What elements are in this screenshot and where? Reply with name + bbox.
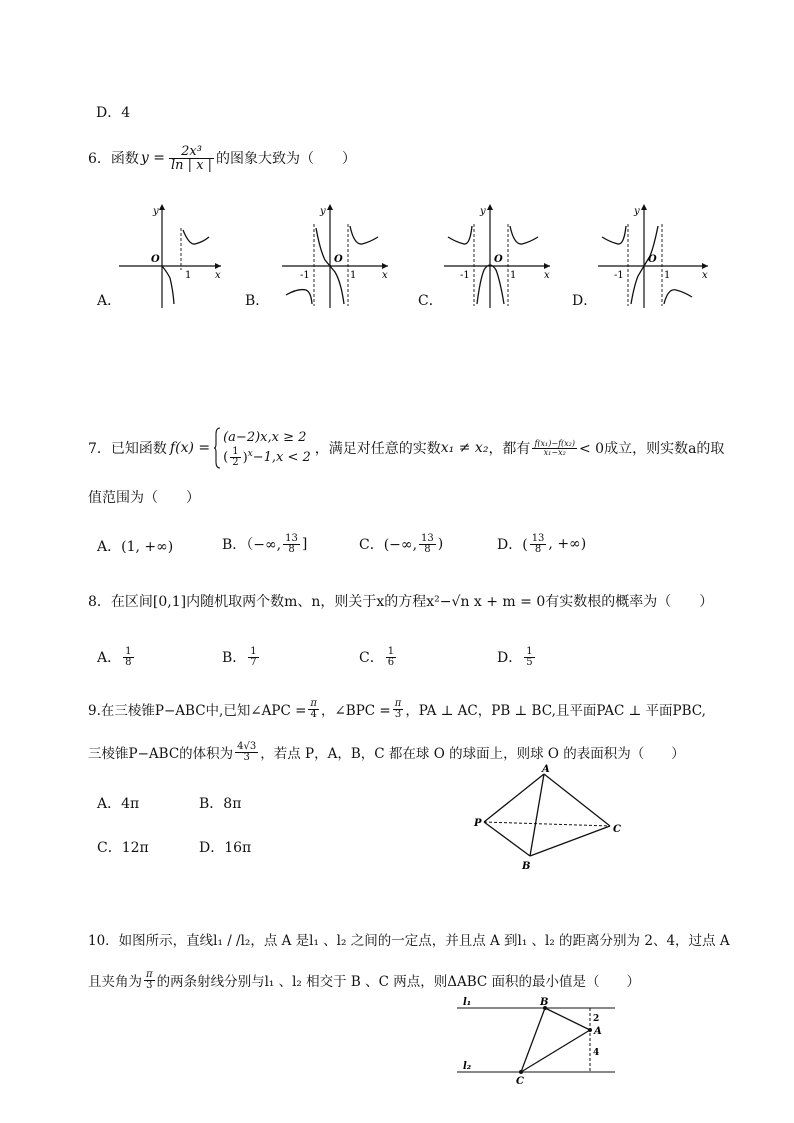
q9-line2-b: ，若点 P，A，B，C 都在球 O 的球面上，则球 O 的表面积为（ ）	[260, 746, 685, 762]
q8-b-label: B．	[222, 650, 247, 666]
q9-line2-a: 三棱锥P−ABC的体积为	[88, 746, 234, 762]
q9-vol-num: 4√3	[237, 740, 257, 752]
q7-piece2-rest: −1,x < 2	[252, 450, 311, 465]
q8-b-num: 1	[250, 645, 257, 657]
q7-prefix: 7．已知函数	[88, 441, 167, 457]
q7-c-prefix: C．(−∞,	[359, 537, 418, 553]
q6d-y-label: y	[634, 206, 640, 217]
q10-line2-b: 的两条射线分别与l₁ 、l₂ 相交于 B 、C 两点，则ΔABC 面积的最小值是（ ）	[156, 974, 641, 990]
q7-fx: f(x) =	[169, 440, 211, 456]
q7-d-frac	[530, 534, 547, 555]
q8-b-frac	[248, 647, 258, 668]
q6b-neg-one-label: -1	[300, 270, 310, 281]
q8-a-frac	[123, 647, 133, 668]
q10-pi-den: 3	[146, 979, 153, 991]
q6-suffix: 的图象大致为（ ）	[216, 151, 357, 167]
q7-c-suffix: )	[437, 536, 444, 552]
q9-line1	[88, 694, 706, 724]
q8-stem: 8．在区间[0,1]内随机取两个数m、n，则关于x的方程x²−√n x + m = 0有实数根的概率为（ ）	[88, 594, 714, 610]
q6-frac-num: 2x³	[169, 145, 214, 159]
q9-tetrahedron-figure	[470, 762, 635, 874]
q6-frac-den: ln | x |	[171, 157, 213, 173]
q6b-origin-label: O	[334, 254, 343, 265]
q7-pieces	[223, 428, 311, 469]
q7-suffix: < 0成立，则实数a的取	[578, 441, 725, 457]
q9-option-d: D．16π	[199, 840, 252, 856]
q8-d-frac	[524, 647, 534, 668]
q7-option-b	[222, 526, 307, 562]
q6d-neg-one-label: -1	[614, 270, 624, 281]
q6b-one-label: 1	[350, 270, 357, 281]
q7-base-den: 2	[232, 457, 239, 469]
q7-c-den: 8	[424, 543, 431, 555]
q8-option-a	[97, 643, 136, 671]
q9-option-a: A．4π	[97, 796, 140, 812]
q5-option-d: D．4	[96, 105, 131, 121]
q6-graph-d	[594, 200, 712, 310]
q8-c-den: 6	[387, 656, 395, 668]
q6c-origin-label: O	[494, 254, 503, 265]
q7-stem	[88, 418, 724, 478]
q8-option-b	[222, 643, 261, 671]
q7-piece1: (a−2)x,x ≥ 2	[223, 429, 307, 445]
q10-label-two: 2	[593, 1014, 600, 1024]
q10-label-l2: l₂	[463, 1061, 472, 1072]
q7-b-suffix: ]	[301, 536, 308, 552]
q10-line2	[88, 964, 640, 996]
q7-b-den: 8	[288, 543, 295, 555]
q7-option-a: A．(1, +∞)	[97, 539, 174, 555]
q6-option-d-label: D．	[572, 293, 598, 309]
q8-option-d	[497, 643, 537, 671]
q9-option-c: C．12π	[97, 840, 149, 856]
q6-graph-a	[115, 200, 225, 310]
q6a-origin-label: O	[151, 254, 160, 265]
q7-b-frac	[283, 534, 300, 555]
q10-label-c: C	[516, 1076, 524, 1087]
q6c-neg-one-label: -1	[460, 270, 470, 281]
q9-label-p: P	[474, 818, 482, 829]
q9-line1-a: 9.在三棱锥P−ABC中,已知∠APC =	[88, 703, 307, 719]
q8-option-c	[359, 643, 398, 671]
q6d-origin-label: O	[648, 254, 657, 265]
q7-d-prefix: D．(	[497, 537, 528, 553]
q6-option-b-label: B．	[245, 293, 270, 309]
q6b-x-label: x	[382, 270, 388, 281]
q8-d-den: 5	[526, 656, 533, 668]
q7-frac-num: f(x₁)−f(x₂)	[534, 438, 575, 448]
q10-label-l1: l₁	[463, 997, 472, 1008]
q6-graph-c	[440, 200, 555, 310]
q9-vol-den: 3	[243, 751, 250, 763]
q9-pi4-den: 4	[310, 708, 317, 720]
q7-diff-quotient	[532, 440, 577, 457]
q7-d-num: 13	[531, 532, 545, 544]
q6c-one-label: 1	[510, 270, 517, 281]
q8-a-label: A．	[97, 650, 122, 666]
q10-label-four: 4	[593, 1048, 600, 1058]
q7-c-frac	[419, 534, 436, 555]
q7-b-num: 13	[285, 532, 298, 544]
q7-c-num: 13	[421, 532, 434, 544]
q6d-x-label: x	[702, 270, 708, 281]
q6b-y-label: y	[320, 206, 326, 217]
q6-fraction	[169, 145, 214, 172]
q9-pi4	[308, 699, 319, 720]
q7-frac-den: x₁−x₂	[543, 447, 566, 457]
q6a-x-label: x	[215, 270, 221, 281]
q6-stem	[88, 140, 356, 176]
q8-d-label: D．	[497, 650, 523, 666]
q10-pi-num: π	[146, 968, 153, 980]
q9-label-a: A	[542, 764, 550, 775]
q8-c-num: 1	[387, 645, 395, 657]
q6-y-eq: y =	[140, 150, 166, 166]
q7-base-num: 1	[232, 446, 239, 458]
q7-brace	[213, 426, 221, 470]
q7-middle2: ，都有	[488, 441, 531, 457]
q9-pi4-num: π	[310, 697, 317, 709]
q6c-y-label: y	[480, 206, 486, 217]
q6-option-c-label: C．	[418, 293, 443, 309]
q10-pi3	[144, 970, 155, 991]
q6-graph-b	[278, 200, 393, 310]
q6d-one-label: 1	[664, 270, 671, 281]
q7-d-den: 8	[534, 543, 542, 555]
q6a-y-label: y	[153, 206, 159, 217]
q6a-one-label: 1	[185, 270, 192, 281]
q7-piece2-base	[230, 447, 240, 468]
q7-x-neq: x₁ ≠ x₂	[440, 440, 489, 456]
q9-volume	[235, 742, 258, 763]
q9-pi3	[393, 699, 404, 720]
q7-option-c	[359, 526, 443, 562]
q8-c-frac	[386, 647, 396, 668]
q10-line2-a: 且夹角为	[88, 974, 142, 990]
q9-line1-b: ，∠BPC =	[320, 703, 391, 719]
q9-option-b: B．8π	[199, 796, 242, 812]
q6-option-a-label: A．	[97, 293, 122, 309]
q9-label-b: B	[522, 861, 531, 872]
q10-label-a: A	[594, 1026, 602, 1037]
q10-line1: 10．如图所示，直线l₁ / /l₂，点 A 是l₁ 、l₂ 之间的一定点，并且点 A 到l₁ 、l₂ 的距离分别为 2、4，过点 A	[88, 933, 730, 949]
q7-option-d	[497, 526, 586, 562]
q9-pi3-den: 3	[394, 708, 402, 720]
q7-piece2: ( $\frac{1}{2}$ )$^x$ −1,x < 2	[223, 446, 311, 469]
q7-middle: ，满足对任意的实数	[314, 441, 441, 457]
q6-prefix: 6．函数	[88, 151, 139, 167]
q9-line1-c: ，PA ⊥ AC，PB ⊥ BC,且平面PAC ⊥ 平面PBC,	[405, 703, 706, 719]
q10-parallel-lines-figure	[455, 995, 620, 1087]
q8-c-label: C．	[359, 650, 384, 666]
q10-label-b: B	[540, 997, 549, 1008]
q7-line2: 值范围为（ ）	[88, 490, 200, 506]
q8-d-num: 1	[526, 645, 533, 657]
q9-label-c: C	[613, 824, 621, 835]
q7-b-prefix: B．（−∞,	[222, 537, 282, 553]
q9-pi3-num: π	[394, 697, 402, 709]
q8-b-den: 7	[250, 656, 257, 668]
q7-d-suffix: , +∞)	[548, 536, 587, 552]
q8-a-num: 1	[125, 645, 132, 657]
q6c-x-label: x	[544, 270, 550, 281]
q8-a-den: 8	[125, 656, 132, 668]
